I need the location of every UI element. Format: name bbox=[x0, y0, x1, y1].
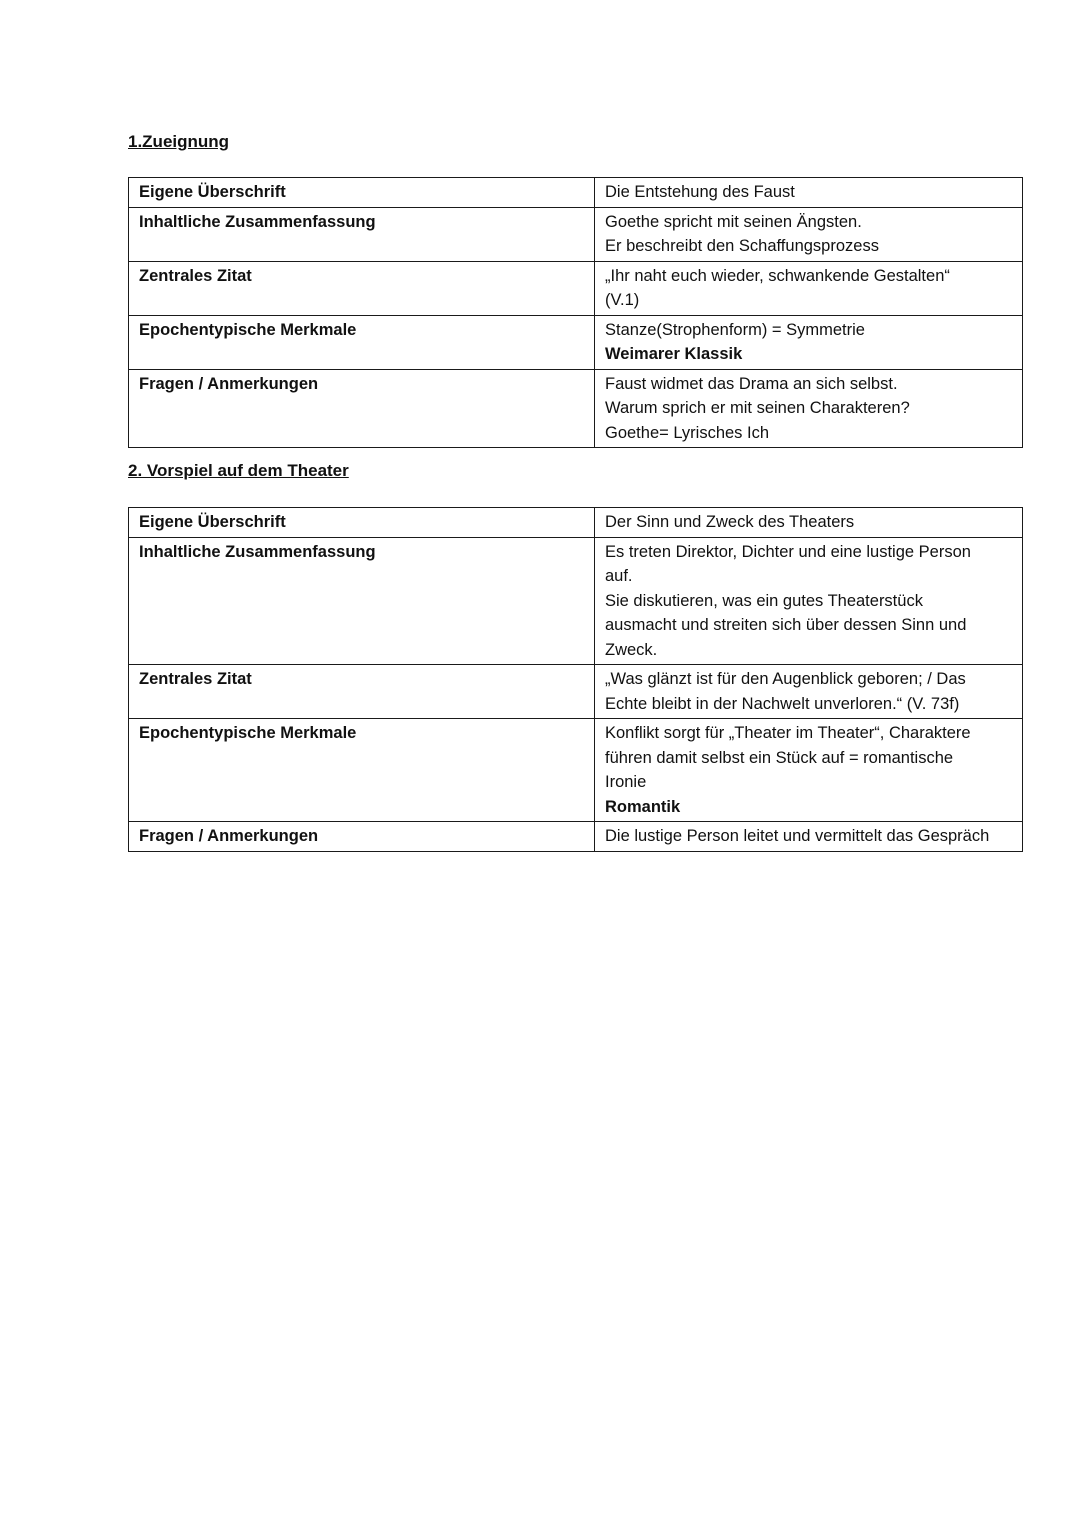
table-row bbox=[129, 822, 1023, 852]
value-line: Faust widmet das Drama an sich selbst. bbox=[605, 374, 898, 393]
table-row bbox=[129, 537, 1023, 665]
row-label: Inhaltliche Zusammenfassung bbox=[129, 207, 595, 261]
value-line: Sie diskutieren, was ein gutes Theaterstück bbox=[605, 591, 923, 610]
section-zueignung bbox=[128, 131, 1023, 442]
row-value bbox=[595, 665, 1023, 719]
value-line: Die lustige Person leitet und vermittelt das Gespräch bbox=[605, 827, 990, 845]
value-line: auf. bbox=[605, 567, 633, 585]
value-line: Goethe spricht mit seinen Ängsten. bbox=[605, 212, 862, 231]
row-label: Inhaltliche Zusammenfassung bbox=[129, 537, 595, 665]
row-label: Epochentypische Merkmale bbox=[129, 315, 595, 369]
table-row bbox=[129, 369, 1023, 448]
row-label: Zentrales Zitat bbox=[129, 665, 595, 719]
value-line: Warum sprich er mit seinen Charakteren? bbox=[605, 399, 910, 417]
value-line: Der Sinn und Zweck des Theaters bbox=[605, 513, 855, 531]
row-label: Eigene Überschrift bbox=[129, 508, 595, 538]
value-line: Es treten Direktor, Dichter und eine lustige Person bbox=[605, 542, 971, 561]
row-value bbox=[595, 719, 1023, 822]
row-value bbox=[595, 537, 1023, 665]
table-row bbox=[129, 178, 1023, 208]
value-line: Zweck. bbox=[605, 640, 658, 659]
value-line: führen damit selbst ein Stück auf = romantische bbox=[605, 748, 954, 767]
row-label: Eigene Überschrift bbox=[129, 178, 595, 208]
value-line: (V.1) bbox=[605, 291, 640, 309]
row-value bbox=[595, 178, 1023, 208]
notes-table bbox=[128, 507, 1023, 852]
epoch-name: Weimarer Klassik bbox=[605, 345, 743, 363]
notes-table bbox=[128, 177, 1023, 448]
row-value bbox=[595, 508, 1023, 538]
section-title: 2. Vorspiel auf dem Theater bbox=[128, 461, 349, 480]
table-row bbox=[129, 719, 1023, 822]
row-label: Fragen / Anmerkungen bbox=[129, 822, 595, 852]
row-label: Zentrales Zitat bbox=[129, 261, 595, 315]
value-line: Ironie bbox=[605, 773, 647, 791]
value-line: Konflikt sorgt für „Theater im Theater“, Charaktere bbox=[605, 724, 971, 742]
value-line: „Ihr naht euch wieder, schwankende Gestalten“ bbox=[605, 266, 950, 285]
value-line: „Was glänzt ist für den Augenblick geboren; / Das bbox=[605, 670, 966, 688]
value-line: Echte bleibt in der Nachwelt unverloren.“ (V. 73f) bbox=[605, 694, 960, 713]
table-row bbox=[129, 665, 1023, 719]
row-label: Epochentypische Merkmale bbox=[129, 719, 595, 822]
row-value bbox=[595, 315, 1023, 369]
table-row bbox=[129, 261, 1023, 315]
table-row bbox=[129, 508, 1023, 538]
row-label: Fragen / Anmerkungen bbox=[129, 369, 595, 448]
section-title: 1.Zueignung bbox=[128, 132, 230, 151]
row-value bbox=[595, 822, 1023, 852]
row-value bbox=[595, 207, 1023, 261]
value-line: Goethe= Lyrisches Ich bbox=[605, 423, 770, 442]
value-line: Stanze(Strophenform) = Symmetrie bbox=[605, 320, 865, 339]
table-row bbox=[129, 207, 1023, 261]
table-row bbox=[129, 315, 1023, 369]
section-vorspiel bbox=[128, 460, 1023, 845]
value-line: ausmacht und streiten sich über dessen Sinn und bbox=[605, 616, 967, 634]
value-line: Die Entstehung des Faust bbox=[605, 183, 795, 201]
epoch-name: Romantik bbox=[605, 797, 681, 816]
row-value bbox=[595, 261, 1023, 315]
row-value bbox=[595, 369, 1023, 448]
value-line: Er beschreibt den Schaffungsprozess bbox=[605, 237, 879, 255]
